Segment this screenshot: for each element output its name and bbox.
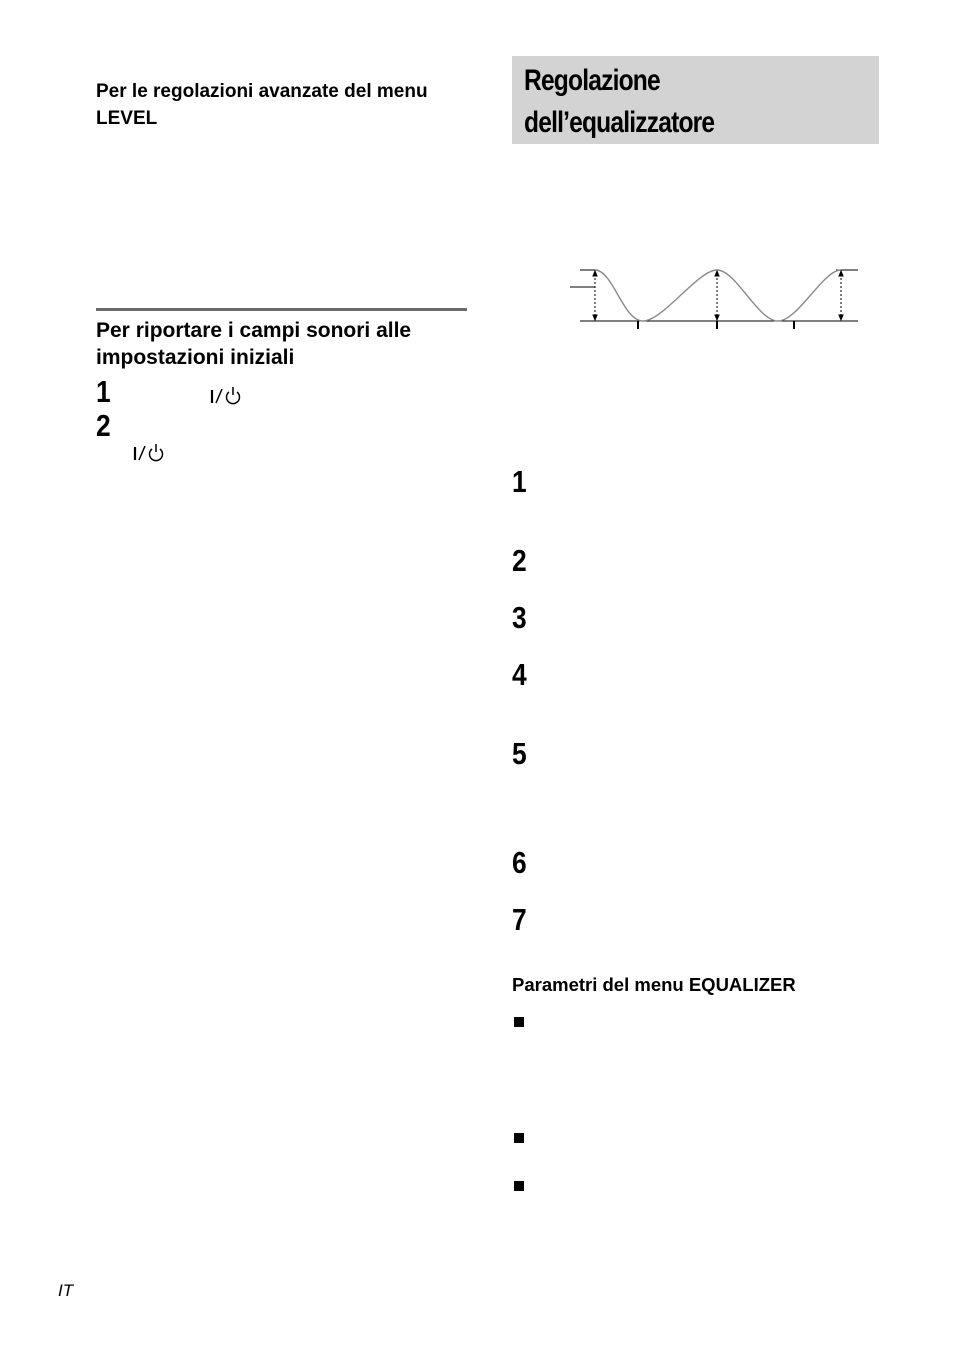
reset-step-2-number: 2 [96,408,111,443]
reset-sound-fields-heading: Per riportare i campi sonori alle impostazioni iniziali [96,319,412,369]
equalizer-curve-diagram [568,262,860,332]
equalizer-curve [595,270,841,321]
page-language-label: IT [58,1281,74,1300]
eq-step-3-number: 3 [512,600,527,635]
eq-step-6-number: 6 [512,845,527,880]
section-divider [96,308,467,311]
amplitude-arrow [839,271,843,320]
reset-step-1-number: 1 [96,374,111,409]
amplitude-arrow [715,271,719,320]
bullet-square-icon [514,1017,524,1027]
equalizer-params-heading: Parametri del menu EQUALIZER [512,974,796,995]
bullet-square-icon [514,1181,524,1191]
eq-step-7-number: 7 [512,902,527,937]
eq-step-1-number: 1 [512,464,527,499]
section-title-box [512,56,879,144]
amplitude-arrow [593,271,597,320]
bullet-square-icon [514,1133,524,1143]
advanced-level-heading: Per le regolazioni avanzate del menu LEVEL [96,81,428,129]
eq-step-4-number: 4 [512,657,527,692]
power-icon [131,443,165,463]
eq-step-5-number: 5 [512,736,527,771]
power-icon [208,386,242,406]
page-title: Regolazione dell’equalizzatore [524,64,715,139]
eq-step-2-number: 2 [512,543,527,578]
